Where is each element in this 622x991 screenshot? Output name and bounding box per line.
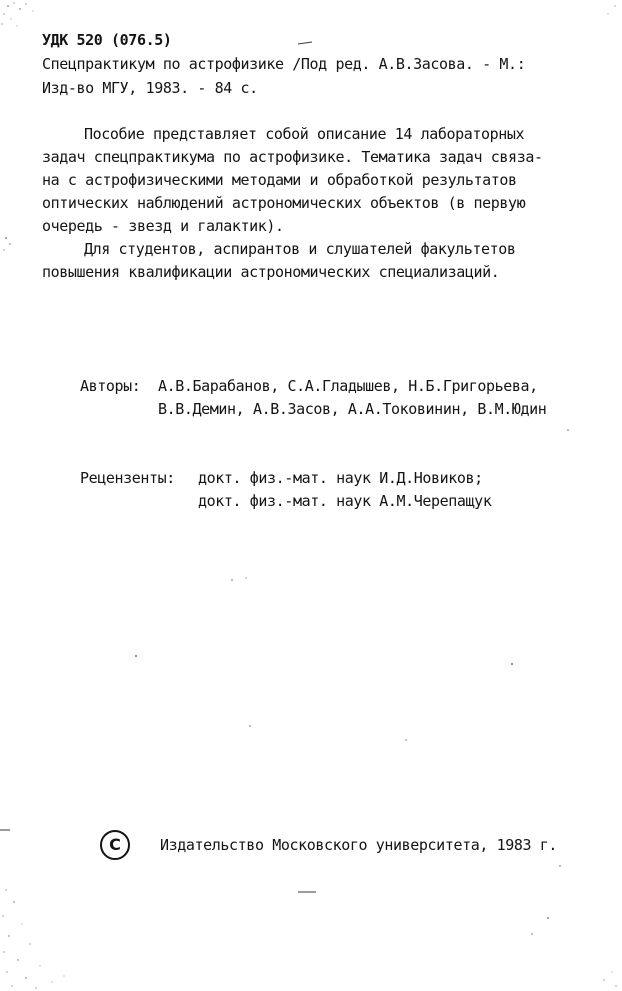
udk-code: УДК 520 (076.5) xyxy=(42,31,172,49)
annotation-line-1: Пособие представляет собой описание 14 лабораторных xyxy=(84,125,525,143)
copyright-icon: C xyxy=(100,830,130,860)
authors-line-1: А.В.Барабанов, С.А.Гладышев, Н.Б.Григорьева, xyxy=(158,377,538,395)
annotation-line-4: оптических наблюдений астрономических объектов (в первую xyxy=(42,194,526,212)
reviewers-label: Рецензенты: xyxy=(80,469,175,487)
authors-label: Авторы: xyxy=(80,377,141,395)
reviewer-line-1: докт. физ.-мат. наук И.Д.Новиков; xyxy=(198,469,483,487)
reviewer-line-2: докт. физ.-мат. наук А.М.Черепащук xyxy=(198,492,492,510)
annotation-line-7: повышения квалификации астрономических специализаций. xyxy=(42,263,500,281)
annotation-line-5: очередь - звезд и галактик). xyxy=(42,217,284,235)
annotation-line-6: Для студентов, аспирантов и слушателей факультетов xyxy=(84,240,516,258)
copyright-text: Издательство Московского университета, 1983 г. xyxy=(160,836,558,854)
annotation-line-3: на с астрофизическими методами и обработкой результатов xyxy=(42,171,517,189)
authors-line-2: В.В.Демин, А.В.Засов, А.А.Токовинин, В.М.Юдин xyxy=(158,400,547,418)
annotation-line-2: задач спецпрактикума по астрофизике. Тематика задач связа- xyxy=(42,148,543,166)
citation-line-1: Спецпрактикум по астрофизике /Под ред. А.В.Засова. - М.: xyxy=(42,55,526,73)
citation-line-2: Изд-во МГУ, 1983. - 84 с. xyxy=(42,79,258,97)
